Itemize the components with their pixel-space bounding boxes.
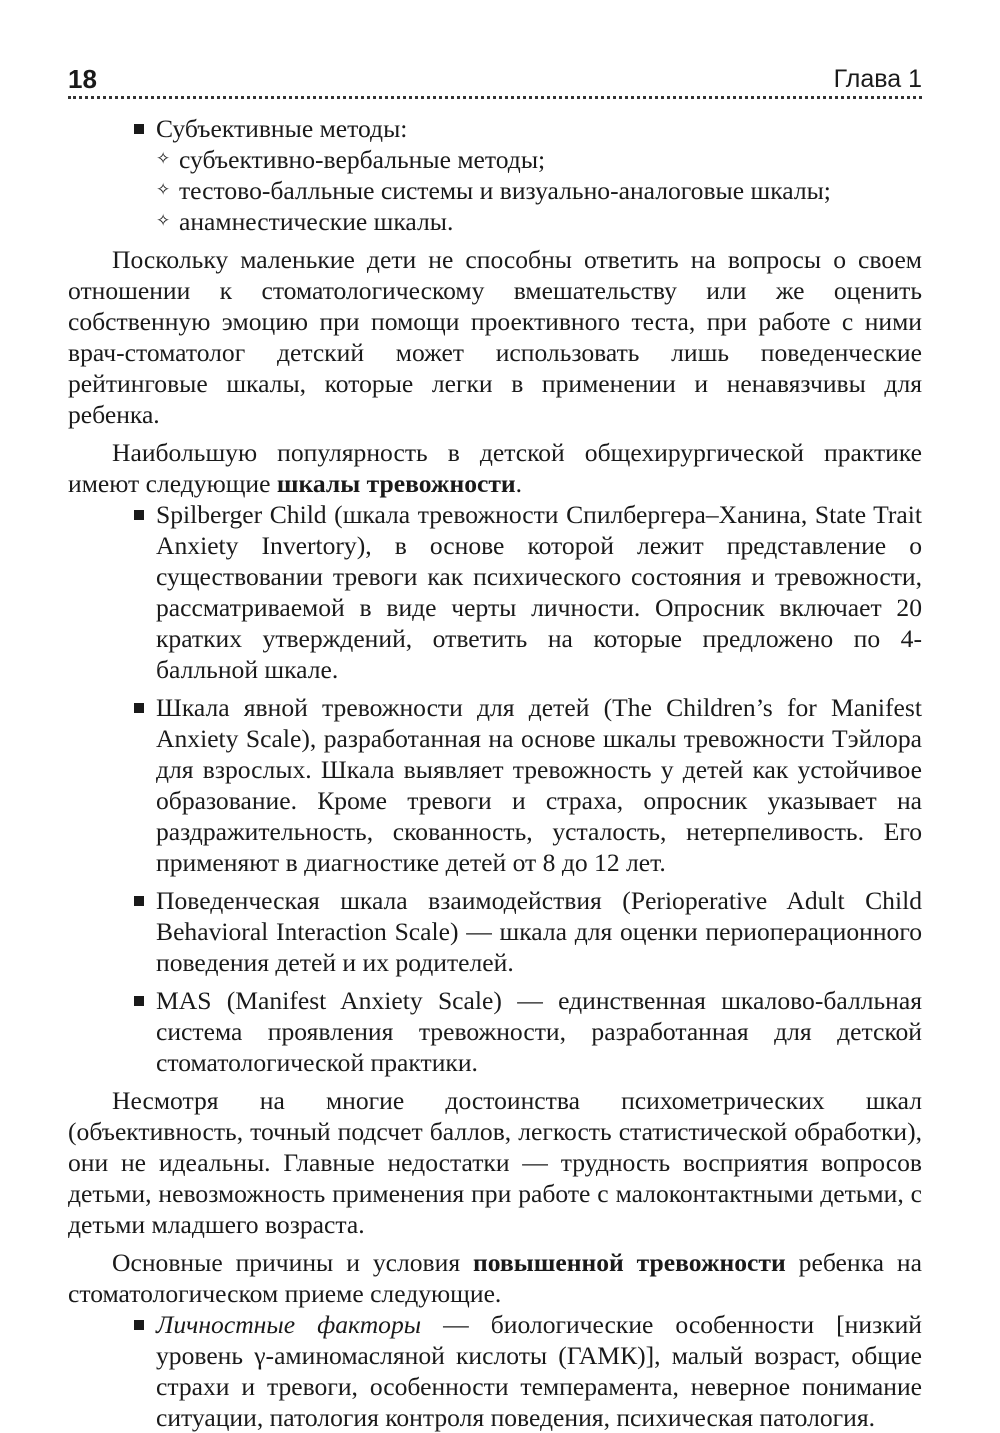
factor-text: — биологические особенности [низкий уровень γ-аминомасляной кислоты (ГАМК)], малый возраст, общие страхи и тревоги, особенности темперамента, неверное понимание ситуации, патология контроля поведения, психическая патология. bbox=[156, 1310, 923, 1432]
anxiety-factors-list bbox=[68, 1309, 922, 1433]
subjective-methods-title: Субъективные методы: bbox=[156, 114, 408, 143]
paragraph-text: ребенка на стоматологическом приеме следующие. bbox=[68, 1248, 922, 1308]
anxiety-scales-list bbox=[68, 499, 922, 1078]
subjective-methods-sublist bbox=[156, 144, 922, 237]
bold-term: шкалы тревожности bbox=[276, 469, 516, 498]
list-item: Spilberger Child (шкала тревожности Спилбергера–Ханина, State Trait Anxiety Invertory), в основе которой лежит представление о существовании тревоги как психического состояния и тревожности, рассматриваемой в виде черты личности. Опросник включает 20 кратких утверждений, ответить на которые предложено по 4-балльной шкале. bbox=[156, 500, 922, 684]
page-number: 18 bbox=[68, 64, 97, 94]
sublist-item: ✧ субъективно-вербальные методы; bbox=[179, 144, 922, 175]
list-item: Шкала явной тревожности для детей (The Children’s for Manifest Anxiety Scale), разработанная на основе шкалы тревожности Тэйлора для взрослых. Шкала выявляет тревожность у детей как устойчивое образование. Кроме тревоги и страха, опросник указывает на раздражительность, скованность, усталость, нетерпеливость. Его применяют в диагностике детей от 8 до 12 лет. bbox=[156, 693, 922, 877]
paragraph bbox=[68, 1247, 922, 1309]
list-item: MAS (Manifest Anxiety Scale) — единственная шкалово-балльная система проявления тревожности, разработанная для детской стоматологической практики. bbox=[156, 986, 922, 1077]
chapter-title: Глава 1 bbox=[833, 65, 922, 93]
sublist-item: ✧ анамнестические шкалы. bbox=[179, 206, 922, 237]
paragraph: Поскольку маленькие дети не способны ответить на вопросы о своем отношении к стоматологическому вмешательству или же оценить собственную эмоцию при помощи проективного теста, при работе с ними врач-стоматолог детский может использовать лишь поведенческие рейтинговые шкалы, которые легки в применении и ненавязчивы для ребенка. bbox=[68, 245, 922, 429]
list-item bbox=[156, 113, 922, 237]
paragraph-text: Наибольшую популярность в детской общехирургической практике имеют следующие bbox=[68, 438, 922, 498]
page-header bbox=[68, 56, 922, 99]
paragraph: Несмотря на многие достоинства психометрических шкал (объективность, точный подсчет баллов, легкость статистической обработки), они не идеальны. Главные недостатки — трудность восприятия вопросов детьми, невозможность применения при работе с малоконтактными детьми, с детьми младшего возраста. bbox=[68, 1086, 922, 1239]
factor-term: Личностные факторы bbox=[156, 1310, 422, 1339]
bold-term: повышенной тревожности bbox=[473, 1248, 786, 1277]
page-body bbox=[68, 113, 922, 1433]
subjective-methods-list bbox=[68, 113, 922, 237]
paragraph-text: . bbox=[515, 469, 523, 498]
sublist-item: ✧ тестово-балльные системы и визуально-аналоговые шкалы; bbox=[179, 175, 922, 206]
paragraph bbox=[68, 437, 922, 499]
paragraph-text: Основные причины и условия bbox=[112, 1248, 474, 1277]
list-item: Поведенческая шкала взаимодействия (Perioperative Adult Child Behavioral Interaction Scale) — шкала для оценки периоперационного поведения детей и их родителей. bbox=[156, 886, 922, 977]
list-item bbox=[156, 1309, 922, 1433]
